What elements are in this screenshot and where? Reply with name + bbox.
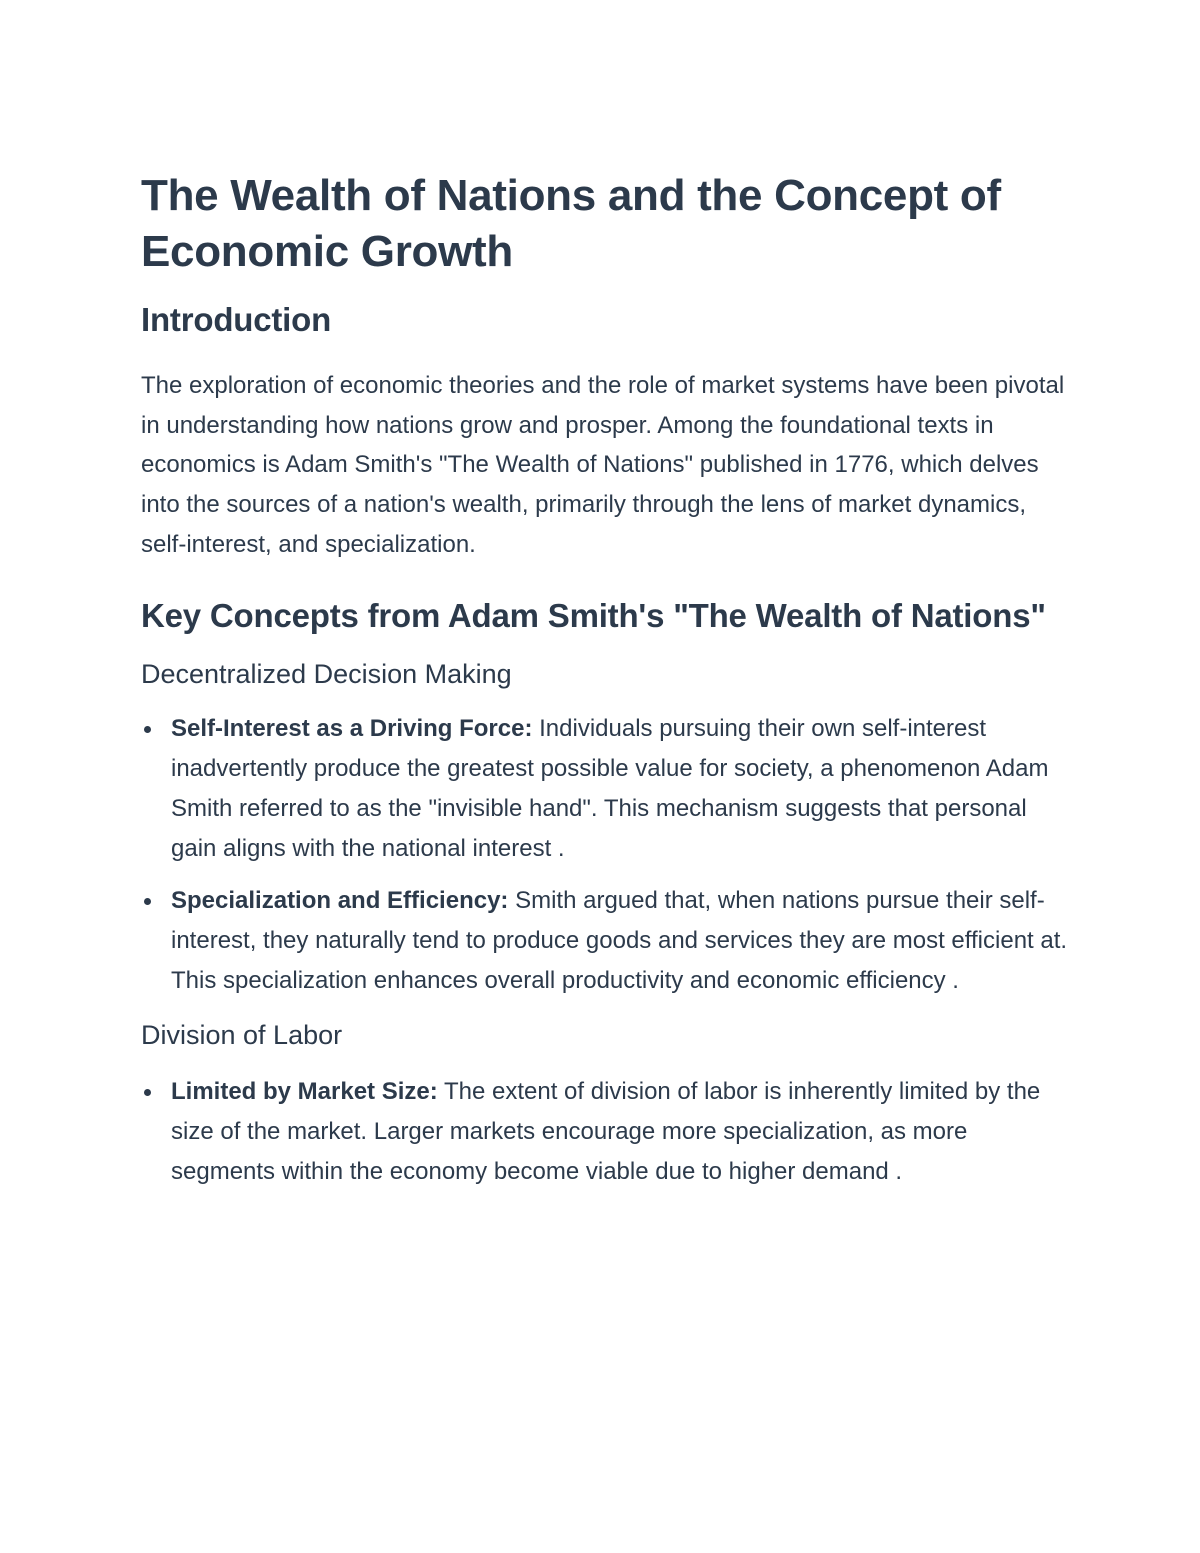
document-title: The Wealth of Nations and the Concept of Economic Growth	[141, 171, 1001, 276]
bullet-text: Individuals pursuing their own self-interest inadvertently produce the greatest possible value for society, a phenomenon Adam Smith referred to as the "invisible hand". This mechanism suggests that personal gain aligns with the national interest .	[171, 714, 1049, 862]
bullet-term: Self-Interest as a Driving Force:	[171, 714, 533, 742]
document-page	[141, 168, 1071, 1192]
bullet-text: Smith argued that, when nations pursue their self-interest, they naturally tend to produce goods and services they are most efficient at. This specialization enhances overall productivity and economic efficiency .	[171, 886, 1068, 994]
list-item	[141, 881, 1071, 1001]
bullet-term: Specialization and Efficiency:	[171, 886, 509, 914]
introduction-paragraph: The exploration of economic theories and the role of market systems have been pivotal in understanding how nations grow and prosper. Among the foundational texts in economics is Adam Smith's "The Wealth of Nations" published in 1776, which delves into the sources of a nation's wealth, primarily through the lens of market dynamics, self-interest, and specialization.	[141, 372, 1065, 558]
list-item	[141, 709, 1071, 869]
bullet-icon	[144, 1089, 151, 1096]
bullet-text: The extent of division of labor is inherently limited by the size of the market. Larger markets encourage more specialization, as more segments within the economy become viable due to higher demand .	[171, 1077, 1041, 1185]
division-bullet-list	[141, 1072, 1071, 1192]
key-concepts-heading: Key Concepts from Adam Smith's "The Wealth of Nations"	[141, 596, 1046, 634]
division-of-labor-heading: Division of Labor	[141, 1019, 343, 1050]
list-item	[141, 1072, 1071, 1192]
introduction-heading: Introduction	[141, 301, 332, 338]
decentralized-decision-making-heading: Decentralized Decision Making	[141, 658, 512, 689]
bullet-icon	[144, 726, 151, 733]
bullet-icon	[144, 898, 151, 905]
bullet-term: Limited by Market Size:	[171, 1077, 438, 1105]
decentralized-bullet-list	[141, 709, 1071, 1001]
